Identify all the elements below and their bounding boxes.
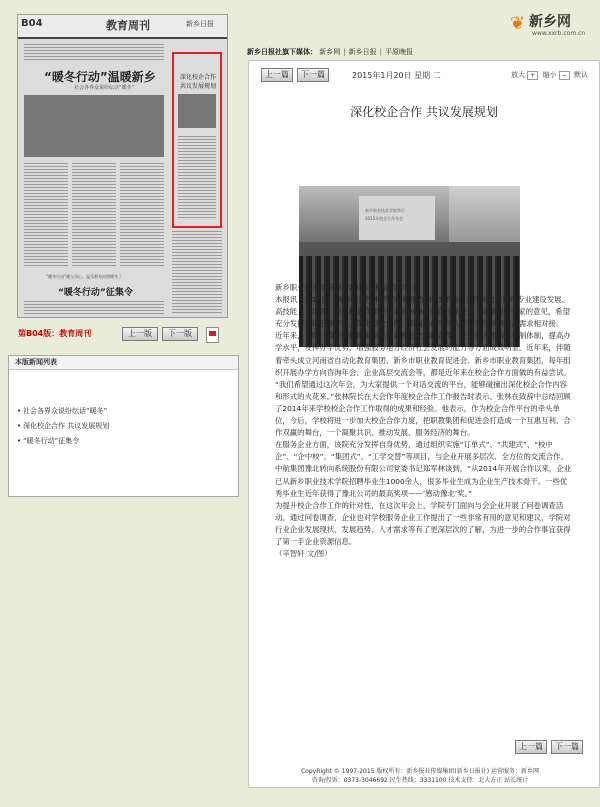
zoom-default-label[interactable]: 默认 — [574, 71, 588, 79]
newspaper-page-thumbnail[interactable] — [17, 14, 228, 318]
next-page-button[interactable]: 下一版 — [162, 327, 198, 341]
news-list-item-label: 社会各界众说纷纭话“暖冬” — [23, 407, 108, 415]
photo-screen-line1: 新乡职业技术学院举行 — [365, 208, 405, 213]
news-list-item[interactable] — [17, 404, 109, 419]
thumb-header — [18, 15, 227, 39]
logo-url: www.xxrb.com.cn — [532, 30, 586, 37]
article-byline: （辛智轩 文/图） — [275, 549, 332, 559]
next-article-button-bottom[interactable]: 下一篇 — [551, 740, 583, 754]
footer-copyright — [240, 767, 600, 785]
thumb-page-number: B04 — [21, 18, 43, 29]
copyright-line2: 咨询/投诉：0373-3046692 民生热线：3331100 技术支持：北大方正 站长统计 — [311, 777, 529, 784]
thumb-caption: “暖冬行动”暖父母心，温乐群布局照暖冬了 — [46, 274, 123, 279]
thumb-headline: “暖冬行动”温暖新乡 — [44, 70, 156, 84]
thumb-text-block — [24, 299, 164, 315]
photo-projection-screen — [359, 196, 435, 240]
zoom-controls — [511, 70, 588, 80]
thumb-headline2: “暖冬行动”征集令 — [58, 288, 133, 298]
thumb-subhead: 社会各界众说纷纭话“暖冬” — [74, 85, 135, 91]
article-paragraph: 本报讯 1月15日，新乡职业技术学院组织举办2015年校企合作年会，围绕专业建设发展、高技能人才培养、深化校企合作等征求近200位来自行业企业、兄弟院校专家的意见，希望充分发挥市场引领作用，深化校企合作，积极推动学校人才培养与区域经济需求相对接。 — [275, 295, 570, 329]
logo-mark-icon: ❦ — [510, 13, 526, 34]
prev-article-button-top[interactable]: 上一篇 — [261, 68, 293, 82]
article-title: 深化校企合作 共议发展规划 — [350, 105, 498, 119]
photo-screen-line2: 2015年校企合作年会 — [365, 216, 404, 221]
news-list-panel — [8, 355, 239, 497]
thumb-text-block — [24, 42, 164, 62]
thumb-section-title: 教育周刊 — [106, 19, 150, 32]
news-list — [17, 404, 109, 449]
media-link-xinxiang-net[interactable]: 新乡网 — [319, 48, 341, 56]
news-list-item[interactable] — [17, 434, 109, 449]
zoom-out-icon[interactable]: − — [559, 71, 570, 80]
thumb-highlight-line2: 共议发展规划 — [180, 83, 217, 90]
article-paragraph: 为提升校企合作工作的针对性，在这次年会上，学院专门面向与会企业开展了问卷调查活动。通过问卷调查，企业也对学校服务企业工作提出了一些非常有用的意见和建议，学院对行业企业发展现状、发展趋势、人才需求等有了更深层次的了解，为进一步的合作事宜获得了第一手企业资源信息。 — [275, 500, 571, 546]
prev-page-button[interactable]: 上一版 — [122, 327, 158, 341]
issue-date: 2015年1月20日 星期 二 — [352, 71, 441, 80]
zoom-in-label[interactable]: 放大 — [511, 71, 525, 79]
article-paragraph: “我们希望通过这次年会，为大家提供一个对话交流的平台，能够碰撞出深化校企合作内容和形式的火花来。”张林院长在大会作年度校企合作工作报告时表示。张林在致辞中总结回顾了2014年来学校校企合作工作取得的成果和经验。他表示，作为校企合作平台的牵头单位，今后，学校将进一步加大校企合作力度，把职教集团和促进会打造成一个互惠互利、合作双赢的舞台，一个凝聚共识、推动发展、服务经济的舞台。 — [275, 379, 571, 438]
article-body — [275, 282, 573, 560]
current-page-label: 第B04版：教育周刊 — [18, 329, 92, 338]
bullet-icon: • — [17, 437, 22, 445]
separator: | — [379, 48, 382, 56]
separator: | — [343, 48, 346, 56]
media-bar-label: 新乡日报社旗下媒体： — [247, 48, 317, 56]
thumb-photo — [24, 95, 164, 157]
media-link-pingyuan-evening[interactable]: 平原晚报 — [384, 48, 413, 56]
thumb-highlight-text — [178, 134, 216, 220]
article-subtitle: 新乡职业技术学院举行2015年校企合作年会 — [275, 283, 420, 292]
article-panel — [248, 60, 600, 788]
right-panel — [240, 0, 600, 807]
pdf-icon[interactable] — [206, 327, 219, 343]
news-list-item[interactable] — [17, 419, 109, 434]
media-bar — [247, 47, 413, 57]
thumb-text-block — [120, 161, 164, 267]
bullet-icon: • — [17, 407, 22, 415]
article-paragraph: 近年来，该院一直在积极探索职业教育校企之间的合作，在完善人才培养机制体制，提高办学水平，发挥办学优势，增强服务地方经济社会发展的能力等方面成效明显。近年来，伴随着牵头成立河南省自动化教育集团、新乡市职业教育促进会、新乡市职业教育集团，每年组织开展办学方向咨询年会、企业高层交流会等，都是近年来在校企合作方面做的有益尝试。 — [275, 331, 571, 377]
news-list-item-label: “暖冬行动”征集令 — [23, 437, 80, 445]
media-link-xinxiang-daily[interactable]: 新乡日报 — [348, 48, 377, 56]
thumb-text-block — [72, 161, 116, 267]
zoom-out-label[interactable]: 缩小 — [542, 71, 557, 79]
zoom-in-icon[interactable]: + — [527, 71, 538, 80]
bullet-icon: • — [17, 422, 22, 430]
thumb-highlight-line1: 深化校企合作 — [180, 74, 217, 81]
logo-name: 新乡网 — [529, 14, 571, 30]
thumb-paper-logo: 新乡日报 — [186, 20, 214, 28]
thumb-highlight-photo — [178, 94, 216, 128]
news-list-item-label: 深化校企合作 共议发展规划 — [23, 422, 110, 430]
article-paragraph: 在服务企业方面，该院充分发挥自身优势，通过组织实施“订单式”、“共建式”、“校中企”、“企中校”、“集团式”、“工学交替”等项目，与企业开展多层次、全方位的交流合作。中航集团豫北转向系统股份有限公司党委书记郑军林谈到，“从2014年开展合作以来，企业已从新乡职业技术学院招聘毕业生1000余人，很多毕业生成为企业生产技术骨干。一些优秀毕业生近年获得了豫北公司的最高奖项——‘感动豫北’奖。” — [275, 440, 572, 498]
left-panel — [0, 0, 240, 807]
thumb-text-block — [172, 229, 222, 315]
copyright-line1: CopyRight © 1997-2015 版权所有：新乡报业传媒集团(新乡日报社) 运营服务：新乡网 — [300, 768, 540, 775]
prev-article-button-bottom[interactable]: 上一篇 — [515, 740, 547, 754]
thumb-text-block — [24, 161, 68, 267]
news-list-title: 本版新闻列表 — [9, 356, 238, 370]
thumb-current-article-highlight[interactable] — [172, 52, 222, 228]
next-article-button-top[interactable]: 下一篇 — [297, 68, 329, 82]
